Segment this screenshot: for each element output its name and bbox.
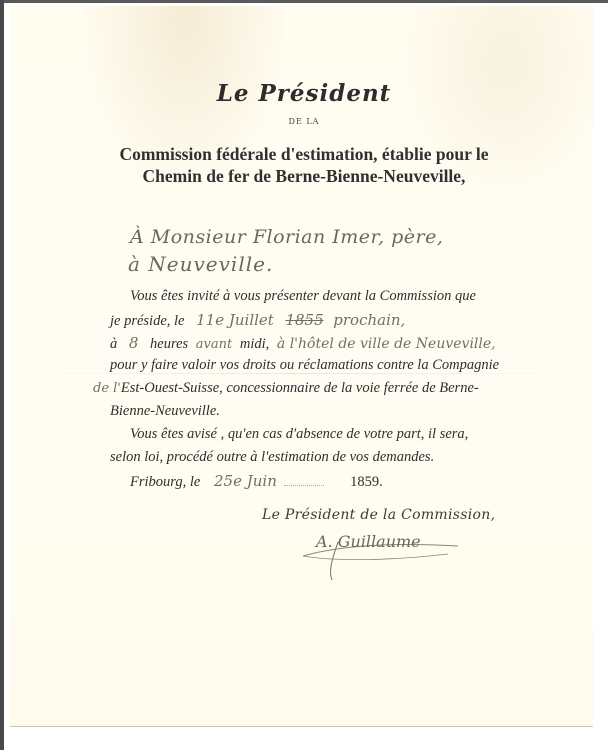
printed-text: midi, (239, 336, 270, 352)
handwritten-signature: A. Guillaume (316, 532, 421, 551)
handwritten-meeting-date: 11e Juillet (196, 311, 274, 329)
paragraph1-line3 (110, 334, 496, 353)
handwritten-address-town: à Neuveville. (128, 252, 274, 276)
commission-line-1: Commission fédérale d'estimation, établie pour le (119, 144, 489, 164)
closing-title: Le Président de la Commission, (262, 507, 496, 523)
paragraph1-line4: pour y faire valoir vos droits ou réclamations contre la Compagnie (110, 357, 500, 373)
handwritten-de-l: de l' (93, 381, 121, 396)
document-subtitle: DE LA (288, 117, 320, 126)
handwritten-issue-date: 25e Juin (213, 472, 277, 490)
struck-out-text: 1855 (285, 311, 324, 329)
handwritten-hour: 8 (128, 334, 139, 352)
document-title: Le Président (216, 80, 392, 107)
dateline-year: 1859. (350, 474, 383, 490)
dateline (130, 472, 383, 491)
dotted-fill-line (284, 485, 324, 486)
handwritten-prochain: prochain, (333, 311, 406, 329)
printed-text: à (110, 336, 118, 352)
paragraph1-line6: Bienne-Neuveville. (110, 403, 220, 419)
printed-text: heures (150, 336, 189, 352)
paragraph1-line5 (93, 380, 479, 397)
paragraph1-line1: Vous êtes invité à vous présenter devant la Commission que (130, 288, 476, 304)
handwritten-avant: avant (195, 337, 233, 352)
handwritten-addressee: À Monsieur Florian Imer, père, (130, 226, 444, 248)
commission-heading (0, 143, 608, 187)
printed-text: je préside, le (110, 313, 185, 329)
handwritten-meeting-place: à l'hôtel de ville de Neuveville, (276, 336, 496, 352)
paragraph2-line2: selon loi, procédé outre à l'estimation de vos demandes. (110, 449, 435, 465)
paragraph2-line1: Vous êtes avisé , qu'en cas d'absence de votre part, il sera, (130, 426, 469, 442)
scan-frame-top (0, 0, 608, 3)
commission-line-2: Chemin de fer de Berne-Bienne-Neuveville, (142, 166, 466, 186)
printed-text: Est-Ouest-Suisse, concessionnaire de la voie ferrée de Berne- (120, 380, 479, 396)
scan-frame-left (0, 0, 4, 750)
dateline-place: Fribourg, le (130, 474, 201, 490)
paragraph1-line2 (110, 311, 405, 330)
